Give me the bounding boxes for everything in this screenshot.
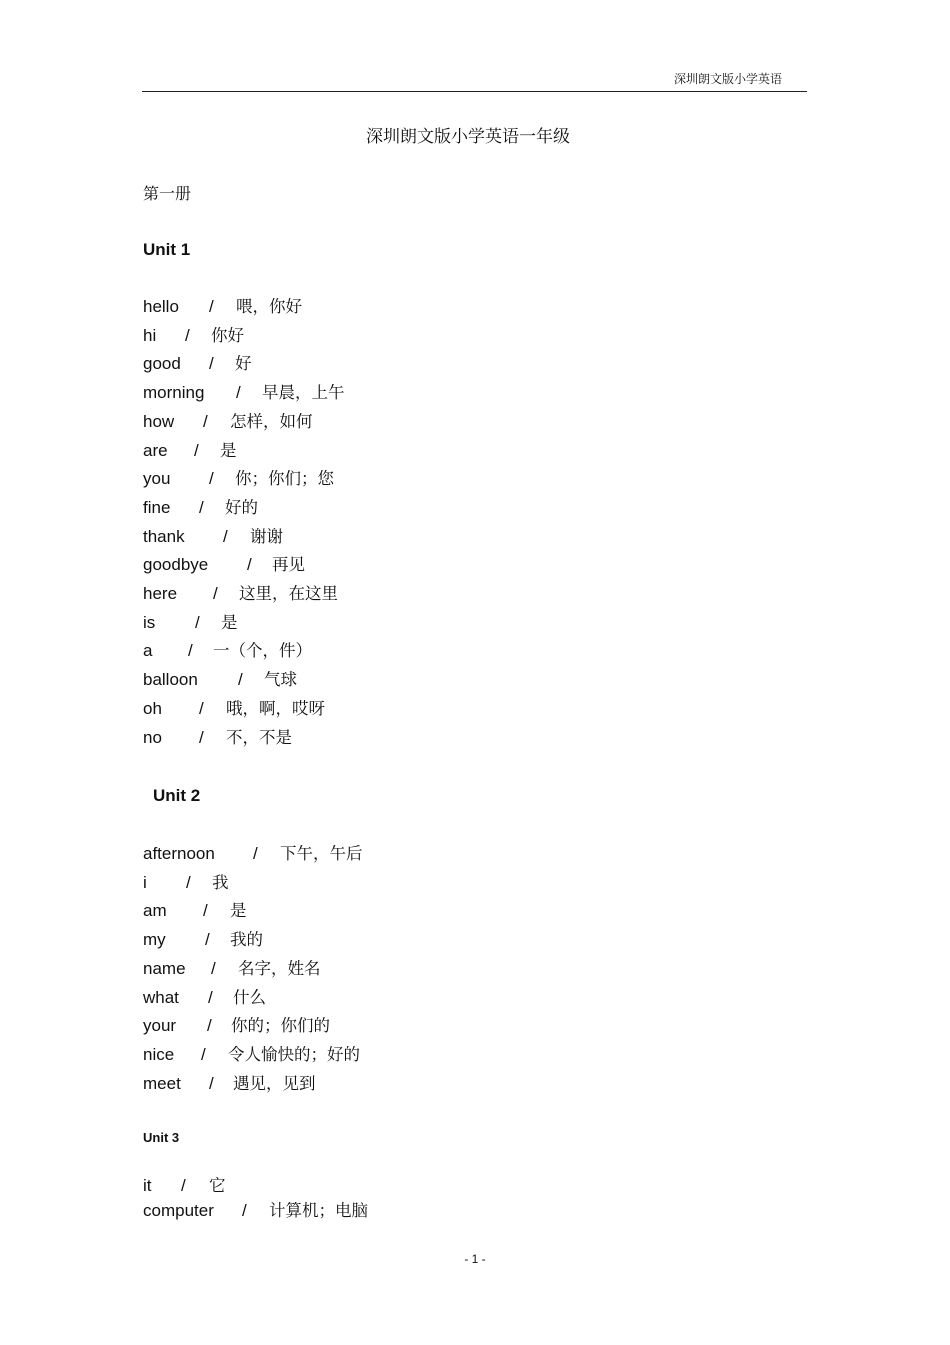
vocab-separator: /	[209, 469, 214, 489]
vocab-meaning: 这里，在这里	[239, 584, 338, 604]
vocab-entry	[143, 551, 305, 580]
vocab-entry	[143, 437, 237, 466]
vocab-entry	[143, 1012, 330, 1041]
vocab-word: my	[143, 930, 166, 950]
vocab-entry	[143, 350, 252, 379]
document-title: 深圳朗文版小学英语一年级	[366, 127, 570, 147]
vocab-word: fine	[143, 497, 171, 517]
unit-3-heading: Unit 3	[143, 1130, 180, 1145]
vocab-separator: /	[188, 641, 193, 661]
volume-heading: 第一册	[143, 184, 192, 203]
vocab-entry	[143, 926, 263, 955]
vocab-meaning: 你好	[211, 325, 244, 345]
vocab-meaning: 好的	[225, 497, 258, 517]
vocab-separator: /	[199, 698, 204, 718]
vocab-word: thank	[143, 526, 185, 546]
vocab-separator: /	[203, 411, 208, 431]
vocab-entry	[143, 955, 321, 984]
vocab-entry	[143, 695, 325, 724]
running-header: 深圳朗文版小学英语	[673, 72, 782, 86]
vocab-meaning: 是	[221, 612, 238, 632]
vocab-entry	[143, 1174, 226, 1199]
vocab-word: afternoon	[143, 844, 215, 863]
vocab-meaning: 什么	[233, 987, 266, 1007]
vocab-meaning: 我	[212, 872, 229, 892]
vocab-word: a	[143, 641, 153, 661]
vocab-entry	[143, 523, 283, 552]
unit-1-vocab-list	[143, 293, 345, 752]
vocab-word: good	[143, 354, 181, 374]
vocab-word: are	[143, 440, 168, 460]
unit-3-vocab-list	[143, 1174, 368, 1223]
vocab-meaning: 再见	[272, 555, 305, 575]
vocab-entry	[143, 1070, 316, 1099]
vocab-entry	[143, 322, 244, 351]
vocab-meaning: 不，不是	[226, 727, 292, 747]
vocab-meaning: 谢谢	[250, 526, 283, 546]
vocab-word: your	[143, 1016, 177, 1036]
vocab-meaning: 我的	[230, 930, 263, 950]
header-rule	[142, 91, 807, 92]
vocab-separator: /	[213, 584, 218, 604]
vocab-word: it	[143, 1176, 152, 1195]
vocab-separator: /	[201, 1044, 206, 1064]
vocab-entry	[143, 465, 334, 494]
vocab-meaning: 早晨，上午	[262, 383, 345, 403]
unit-1-heading: Unit 1	[143, 240, 191, 259]
vocab-entry	[143, 666, 297, 695]
vocab-entry	[143, 984, 266, 1013]
vocab-separator: /	[185, 325, 190, 345]
vocab-word: meet	[143, 1073, 181, 1093]
unit-2-heading: Unit 2	[153, 786, 201, 805]
vocab-entry	[143, 869, 229, 898]
vocab-separator: /	[208, 987, 213, 1007]
vocab-meaning: 是	[230, 901, 247, 921]
vocab-word: you	[143, 469, 171, 489]
vocab-word: is	[143, 612, 156, 632]
vocab-word: computer	[143, 1200, 214, 1220]
vocab-separator: /	[194, 440, 199, 460]
vocab-word: balloon	[143, 670, 198, 690]
vocab-separator: /	[181, 1176, 186, 1195]
vocab-meaning: 令人愉快的；好的	[228, 1044, 360, 1064]
vocab-separator: /	[209, 1073, 214, 1093]
vocab-entry	[143, 1199, 368, 1224]
vocab-separator: /	[209, 354, 214, 374]
vocab-word: oh	[143, 698, 162, 718]
vocab-word: hi	[143, 325, 157, 345]
vocab-entry	[143, 1041, 360, 1070]
vocab-separator: /	[209, 297, 214, 316]
vocab-meaning: 喂，你好	[236, 297, 302, 316]
vocab-separator: /	[205, 930, 210, 950]
vocab-separator: /	[195, 612, 200, 632]
vocab-separator: /	[207, 1016, 212, 1036]
vocab-word: what	[143, 987, 179, 1007]
vocab-word: am	[143, 901, 167, 921]
vocab-word: hello	[143, 297, 179, 316]
vocab-meaning: 哦，啊，哎呀	[226, 698, 325, 718]
vocab-separator: /	[199, 497, 204, 517]
vocab-entry	[143, 609, 238, 638]
vocab-word: name	[143, 958, 186, 978]
vocab-word: morning	[143, 383, 205, 403]
vocab-entry	[143, 379, 345, 408]
vocab-meaning: 你的；你们的	[231, 1016, 330, 1036]
vocab-meaning: 你；你们；您	[235, 469, 334, 489]
unit-2-vocab-list	[143, 840, 363, 1098]
vocab-entry	[143, 724, 292, 753]
vocab-separator: /	[223, 526, 228, 546]
vocab-separator: /	[253, 844, 258, 863]
vocab-meaning: 名字，姓名	[238, 958, 321, 978]
vocab-word: here	[143, 584, 178, 604]
vocab-meaning: 好	[235, 354, 252, 374]
vocab-entry	[143, 580, 338, 609]
vocab-separator: /	[186, 872, 191, 892]
vocab-separator: /	[203, 901, 208, 921]
vocab-word: nice	[143, 1044, 175, 1064]
vocab-entry	[143, 293, 302, 322]
vocab-separator: /	[238, 670, 243, 690]
vocab-meaning: 怎样，如何	[230, 411, 313, 431]
vocab-word: i	[143, 872, 147, 892]
vocab-meaning: 计算机；电脑	[269, 1200, 368, 1220]
vocab-separator: /	[211, 958, 216, 978]
vocab-entry	[143, 408, 313, 437]
vocab-separator: /	[247, 555, 252, 575]
vocab-separator: /	[199, 727, 204, 747]
vocab-meaning: 一（个，件）	[213, 641, 312, 661]
vocab-meaning: 是	[220, 440, 237, 460]
vocab-entry	[143, 494, 258, 523]
vocab-word: goodbye	[143, 555, 209, 575]
vocab-entry	[143, 897, 247, 926]
vocab-meaning: 下午，午后	[280, 844, 363, 863]
vocab-entry	[143, 637, 312, 666]
vocab-meaning: 气球	[264, 670, 297, 690]
vocab-separator: /	[242, 1200, 247, 1220]
vocab-word: no	[143, 727, 162, 747]
vocab-word: how	[143, 411, 175, 431]
vocab-entry	[143, 840, 363, 869]
vocab-meaning: 遇见，见到	[233, 1073, 316, 1093]
vocab-meaning: 它	[209, 1176, 226, 1195]
page-number: - 1 -	[464, 1252, 486, 1266]
vocab-separator: /	[236, 383, 241, 403]
